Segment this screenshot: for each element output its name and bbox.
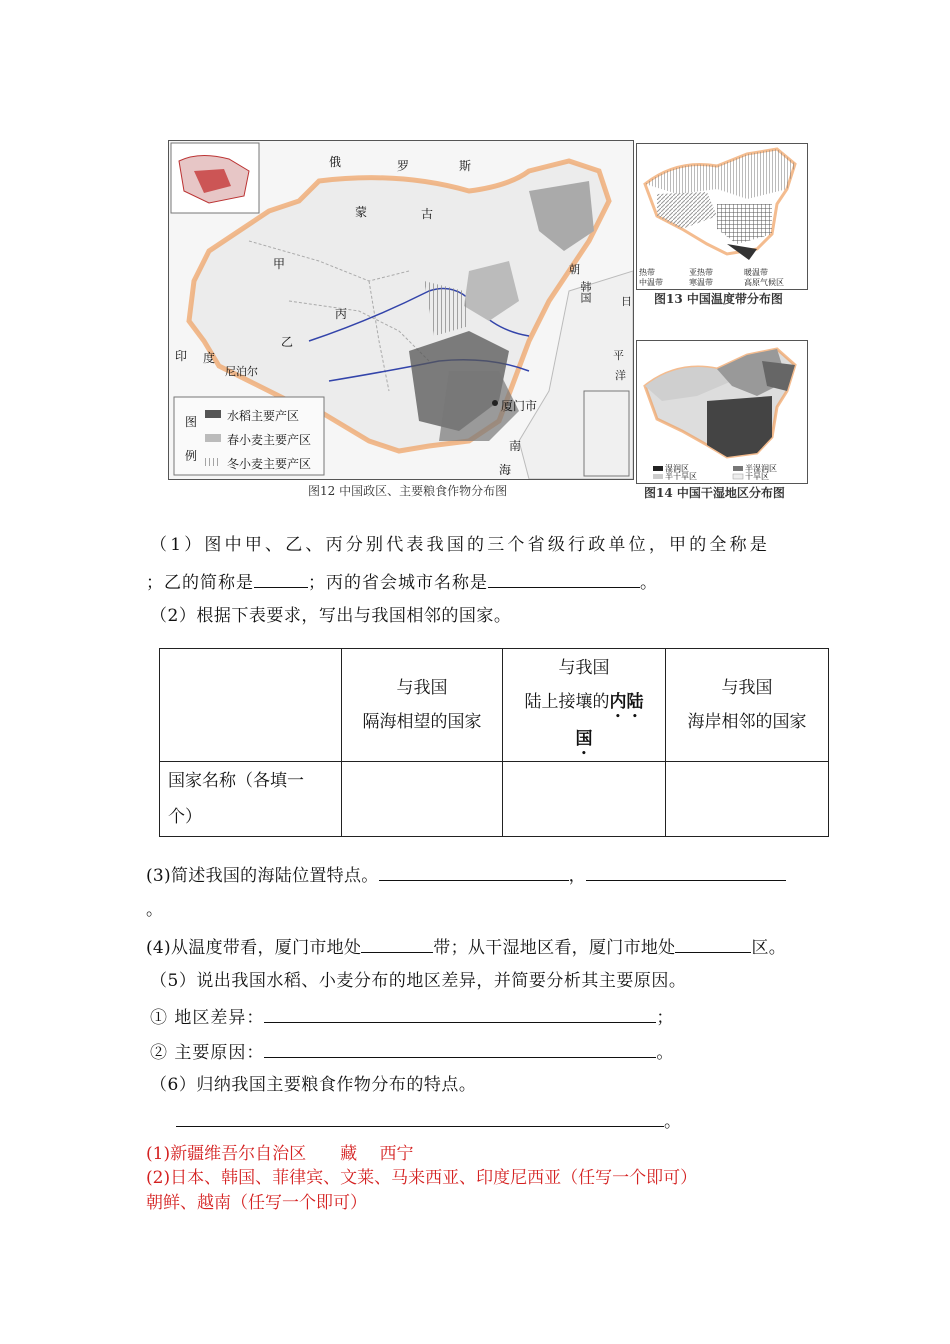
temp-legend-2: 暖温带: [744, 268, 768, 277]
question-5-1-label: ① 地区差异：: [150, 1008, 265, 1028]
label-india-2: 度: [203, 351, 216, 365]
row-label-l1: 国家名称（各填一: [168, 771, 304, 791]
label-russia-3: 斯: [459, 159, 472, 173]
header-across-sea-l1: 与我国: [396, 678, 448, 698]
question-1-text-b: ；乙的简称是: [146, 573, 254, 593]
legend-winter-wheat: 冬小麦主要产区: [227, 457, 312, 471]
china-crop-map: [168, 140, 634, 480]
header-coastal: [666, 649, 829, 762]
answer-blank-q6[interactable]: [176, 1108, 664, 1127]
dry-legend: [665, 465, 805, 481]
dry-wet-map-graphic: [637, 341, 807, 483]
question-6-line: [176, 1108, 682, 1134]
label-sea-2: 海: [499, 463, 512, 477]
label-jia: 甲: [273, 257, 286, 271]
legend-title-1: 图: [185, 415, 198, 429]
header-landlocked: [503, 649, 666, 762]
question-1-line-2: [146, 569, 658, 595]
question-3: [146, 862, 786, 888]
header-across-sea: [342, 649, 503, 762]
header-across-sea-l2: 隔海相望的国家: [362, 712, 482, 732]
question-5-2-label: ② 主要原因：: [150, 1043, 265, 1063]
label-india: 印: [175, 349, 188, 363]
map-main-caption: 图12 中国政区、主要粮食作物分布图: [308, 484, 508, 498]
label-sea-1: 南: [509, 439, 522, 453]
answer-blank-yi[interactable]: [254, 569, 308, 588]
question-2: （2）根据下表要求，写出与我国相邻的国家。: [150, 606, 512, 626]
label-mongolia-2: 古: [421, 207, 434, 221]
row-label-l2: 个）: [168, 807, 202, 827]
temp-legend-1: 亚热带: [689, 268, 713, 277]
header-landlocked-l2: [503, 685, 665, 722]
legend-rice: 水稻主要产区: [227, 409, 300, 423]
question-4: [146, 934, 786, 960]
question-4-text-c: 区。: [751, 938, 787, 958]
label-russia-2: 罗: [397, 159, 410, 173]
header-landlocked-l2b: 内陆: [609, 692, 644, 712]
header-coastal-l2: 海岸相邻的国家: [687, 712, 807, 732]
question-5: （5）说出我国水稻、小麦分布的地区差异，并简要分析其主要原因。: [150, 971, 687, 991]
answer-cell-landlocked[interactable]: [503, 762, 666, 837]
question-5-2: [150, 1039, 674, 1065]
header-landlocked-l1: 与我国: [558, 658, 610, 678]
header-landlocked-l3: 国: [575, 729, 593, 749]
question-3-text-a: (3)简述我国的海陆位置特点。: [146, 866, 379, 886]
label-pacific-2: 洋: [615, 369, 626, 382]
question-5-2-end: 。: [656, 1043, 675, 1063]
temp-legend-4: 寒温带: [689, 278, 713, 287]
temperature-legend: [639, 268, 807, 288]
temp-legend-3: 中温带: [639, 278, 663, 287]
label-mongolia-1: 蒙: [355, 205, 368, 219]
question-6: （6）归纳我国主要粮食作物分布的特点。: [150, 1075, 477, 1095]
temperature-map: [636, 143, 808, 290]
answer-cell-coastal[interactable]: [666, 762, 829, 837]
table-answer-row: [160, 762, 829, 837]
header-coastal-l1: 与我国: [721, 678, 773, 698]
question-5-1-end: ；: [656, 1008, 675, 1028]
label-pacific: 平: [613, 349, 624, 362]
map-temp-caption: 图13 中国温度带分布图: [654, 292, 783, 306]
answer-blank-difference[interactable]: [264, 1004, 656, 1023]
label-korea-south: 韩国: [579, 281, 592, 303]
answer-blank-bing[interactable]: [488, 569, 640, 588]
label-nepal: 尼泊尔: [225, 365, 258, 378]
question-1-text-a: （1）图中甲、乙、丙分别代表我国的三个省级行政单位，甲的全称是: [150, 535, 771, 555]
answer-3: 朝鲜、越南（任写一个即可）: [146, 1193, 367, 1213]
legend-spring-wheat: 春小麦主要产区: [227, 433, 312, 447]
question-4-text-b: 带；从干湿地区看，厦门市地处: [433, 938, 676, 958]
question-3-end: 。: [146, 900, 164, 920]
label-bing: 丙: [335, 307, 348, 321]
neighbor-table: [159, 648, 829, 837]
answer-cell-across-sea[interactable]: [342, 762, 503, 837]
answer-blank-q3-1[interactable]: [379, 862, 569, 881]
table-corner-cell: [160, 649, 342, 762]
answer-blank-dry-wet[interactable]: [675, 934, 751, 953]
table-header-row: [160, 649, 829, 762]
china-map-graphic: [169, 141, 633, 479]
answer-blank-q3-2[interactable]: [586, 862, 786, 881]
dry-wet-map: [636, 340, 808, 484]
answer-1: (1)新疆维吾尔自治区 藏 西宁: [146, 1144, 414, 1164]
dry-legend-3: 干旱区: [745, 472, 769, 481]
legend-title-2: 例: [185, 449, 198, 463]
question-5-1: [150, 1004, 674, 1030]
header-landlocked-l2a: 陆上接壤的: [524, 692, 610, 712]
question-1-text-c: ；丙的省会城市名称是: [308, 573, 488, 593]
question-1-line-1: [150, 533, 770, 557]
label-korea-north: 朝: [569, 263, 580, 276]
temp-legend-0: 热带: [639, 268, 655, 277]
answer-blank-temp-zone[interactable]: [361, 934, 433, 953]
dry-legend-0: 湿润区: [665, 464, 689, 473]
question-1-text-d: 。: [640, 573, 658, 593]
question-4-text-a: (4)从温度带看，厦门市地处: [146, 938, 362, 958]
temp-legend-5: 高原气候区: [744, 278, 784, 287]
label-yi: 乙: [281, 335, 294, 349]
label-russia-1: 俄: [329, 155, 342, 169]
answer-blank-reason[interactable]: [264, 1039, 656, 1058]
dry-legend-2: 半干旱区: [665, 472, 697, 481]
label-xiamen: 厦门市: [501, 399, 538, 413]
answer-2: (2)日本、韩国、菲律宾、文莱、马来西亚、印度尼西亚（任写一个即可）: [146, 1168, 698, 1188]
question-6-end: 。: [664, 1112, 682, 1132]
label-japan: 日: [621, 295, 632, 308]
map-dry-caption: 图14 中国干湿地区分布图: [644, 486, 785, 500]
row-label-cell: [160, 762, 342, 837]
dry-legend-1: 半湿润区: [745, 464, 777, 473]
question-3-text-b: ，: [568, 866, 586, 886]
